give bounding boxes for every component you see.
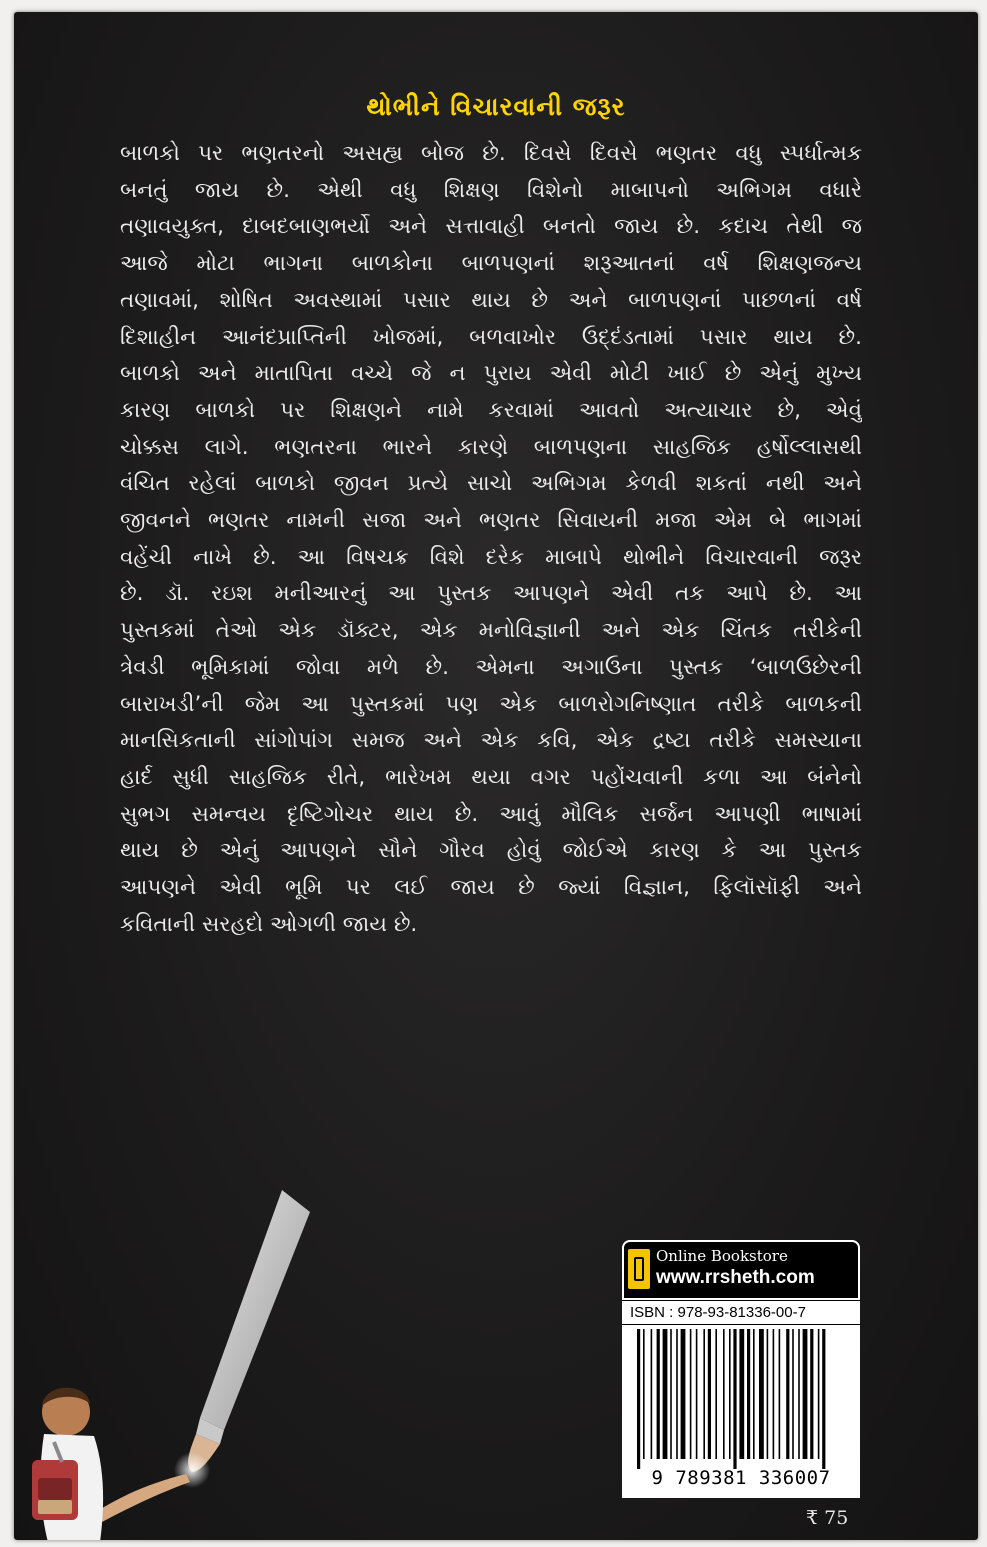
price: ₹ 75 (806, 1507, 849, 1529)
blurb-line: થાય છે એનું આપણને સૌને ગૌરવ હોવું જોઈએ કારણ કે આ પુસ્તક (120, 838, 862, 864)
barcode-number: 9 789381 336007 (651, 1467, 831, 1489)
blurb-line: સુભગ સમન્વય દૃષ્ટિગોચર થાય છે. આવું મૌલિક સર્જન આપણી ભાષામાં (120, 801, 862, 827)
blurb-line: વહેંચી નાખે છે. આ વિષચક્ર વિશે દરેક માબાપે થોભીને વિચારવાની જરૂર (120, 544, 862, 570)
blurb-line: જીવનને ભણતર નામની સજા અને ભણતર સિવાયની મજા એમ બે ભાગમાં (120, 508, 862, 534)
blurb-line: ત્રેવડી ભૂમિકામાં જોવા મળે છે. એમના અગાઉના પુસ્તક ‘બાળઉછેરની (120, 654, 862, 680)
isbn-text: ISBN : 978-93-81336-00-7 (622, 1300, 860, 1325)
blurb-text (120, 136, 862, 943)
boy-holding-hand-illustration (14, 1182, 314, 1540)
blurb-line: બનતું જાય છે. એથી વધુ શિક્ષણ વિશેનો માબાપનો અભિગમ વધારે (120, 177, 862, 203)
blurb-line: બારાખડી’ની જેમ આ પુસ્તકમાં પણ એક બાળરોગનિષ્ણાત તરીકે બાળકની (120, 691, 862, 717)
blurb-line: પુસ્તકમાં તેઓ એક ડૉક્ટર, એક મનોવિજ્ઞાની અને એક ચિંતક તરીકેની (120, 618, 862, 644)
blurb-line: બાળકો પર ભણતરનો અસહ્ય બોજ છે. દિવસે દિવસે ભણતર વધુ સ્પર્ધાત્મક (120, 141, 862, 166)
bookstore-label: Online Bookstore (656, 1247, 788, 1265)
blurb-line: તણાવમાં, શોષિત અવસ્થામાં પસાર થાય છે અને બાળપણનાં પાછળનાં વર્ષ (120, 287, 862, 313)
book-back-cover (14, 12, 978, 1540)
blurb-line: કારણ બાળકો પર શિક્ષણને નામે કરવામાં આવતો અત્યાચાર છે, એવું (120, 397, 862, 423)
blurb-line: બાળકો અને માતાપિતા વચ્ચે જે ન પુરાય એવી મોટી ખાઈ છે એનું મુખ્ય (120, 361, 862, 387)
blurb-line: ચોક્કસ લાગે. ભણતરના ભારને કારણે બાળપણના સાહજિક હર્ષોલ્લાસથી (120, 434, 862, 460)
blurb-line: તણાવયુક્ત, દાબદબાણભર્યો અને સત્તાવાહી બનતો જાય છે. કદાચ તેથી જ (120, 214, 862, 240)
barcode-icon (631, 1329, 851, 1469)
bookstore-url: www.rrsheth.com (656, 1267, 815, 1288)
blurb-line: આપણને એવી ભૂમિ પર લઈ જાય છે જ્યાં વિજ્ઞાન, ફિલૉસૉફી અને (120, 875, 862, 901)
blurb-line: માનસિકતાની સાંગોપાંગ સમજ અને એક કવિ, એક દ્રષ્ટા તરીકે સમસ્યાના (120, 728, 862, 754)
bookstore-logo-icon (628, 1249, 650, 1289)
blurb-line: દિશાહીન આનંદપ્રાપ્તિની ખોજમાં, બળવાખોર ઉદ્દંડતામાં પસાર થાય છે. (120, 324, 862, 350)
blurb-line: વંચિત રહેલાં બાળકો જીવન પ્રત્યે સાચો અભિગમ કેળવી શકતાં નથી અને (120, 471, 862, 497)
blurb-line: હાર્દ સુધી સાહજિક રીતે, ભારેખમ થયા વગર પહોંચવાની કળા આ બંનેનો (120, 764, 862, 790)
blurb-line: છે. ડૉ. રઇશ મનીઆરનું આ પુસ્તક આપણને એવી તક આપે છે. આ (120, 581, 862, 607)
blurb-line: આજે મોટા ભાગના બાળકોના બાળપણનાં શરૂઆતનાં વર્ષ શિક્ષણજન્ય (120, 251, 862, 277)
cover-title: થોભીને વિચારવાની જરૂર (366, 92, 626, 121)
bookstore-barcode-panel (622, 1240, 860, 1498)
blurb-line: કવિતાની સરહદો ઓગળી જાય છે. (120, 911, 418, 937)
bookstore-header (622, 1240, 860, 1300)
